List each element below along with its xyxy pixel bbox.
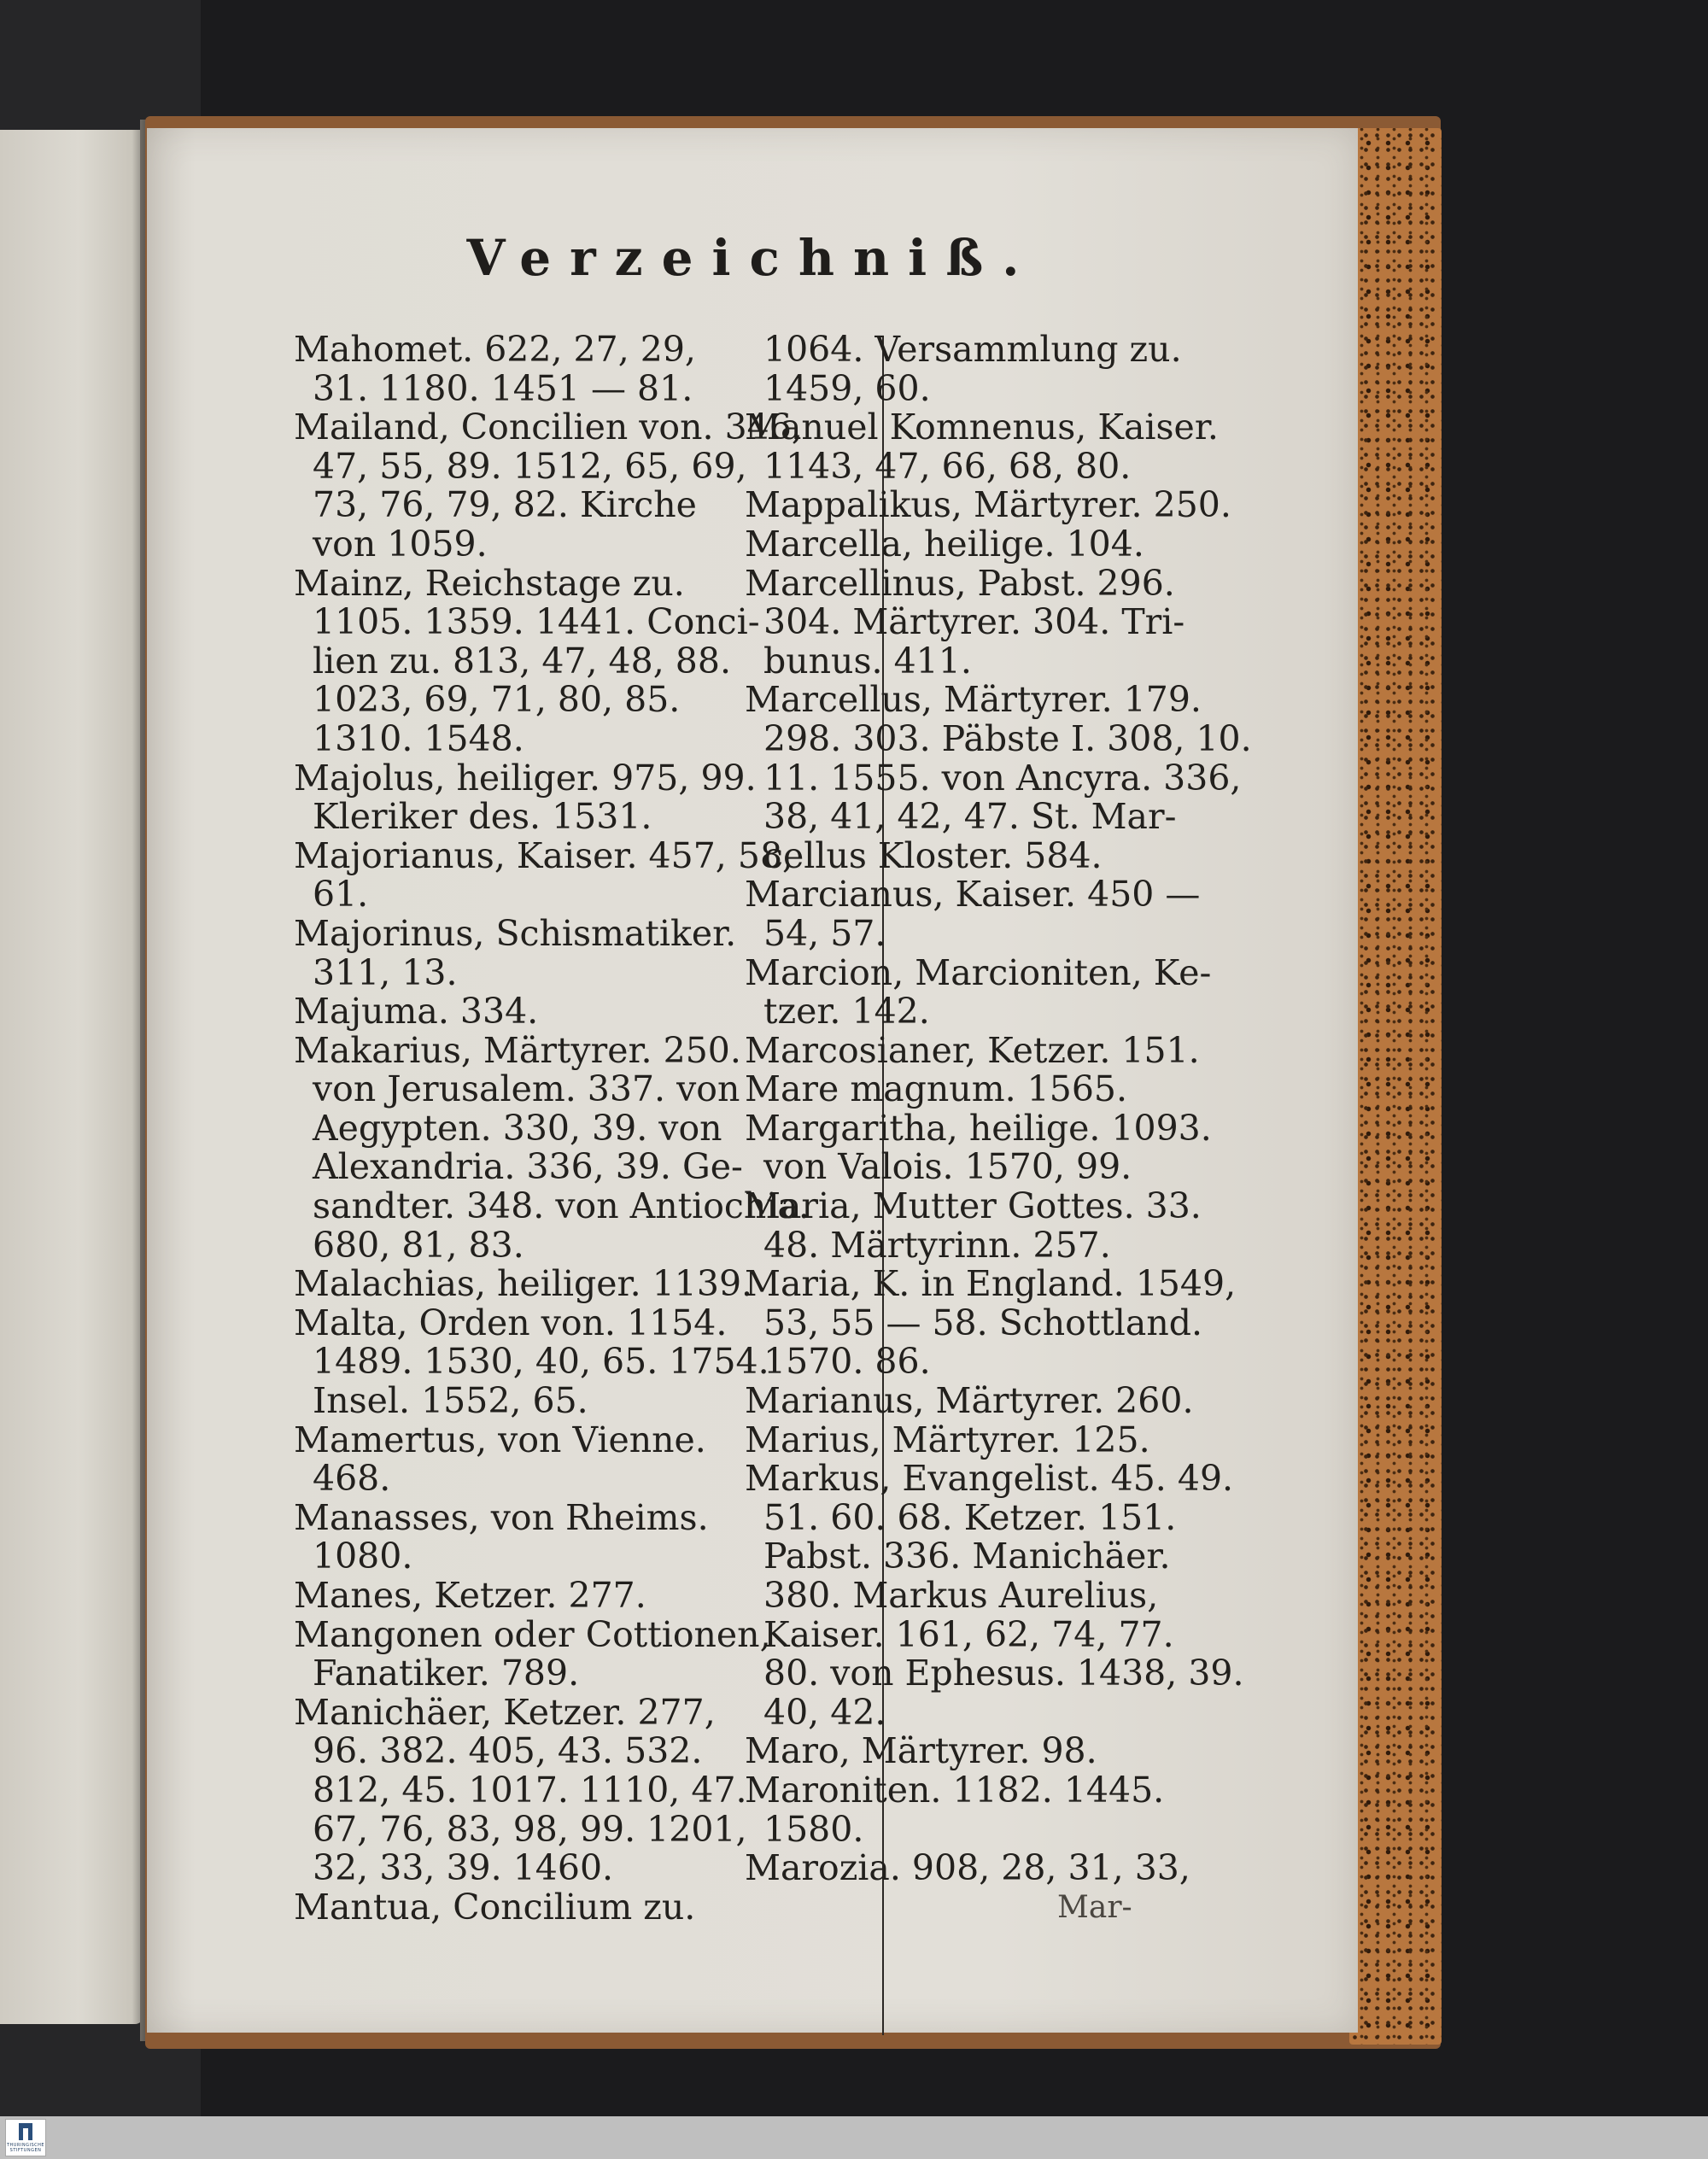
index-entry-line: Marcosianer, Ketzer. 151. [745,1029,1200,1071]
index-entry-line: 1023, 69, 71, 80, 85. [313,679,681,721]
index-entry-line: Marcella, heilige. 104. [745,523,1144,565]
index-entry-line: Aegypten. 330, 39. von [313,1107,722,1149]
index-entry-line: Mare magnum. 1565. [745,1068,1128,1110]
index-entry-line: 380. Markus Aurelius, [763,1575,1159,1616]
index-entry-line: lien zu. 813, 47, 48, 88. [313,640,731,682]
index-entry-line: Mamertus, von Vienne. [294,1419,706,1460]
index-entry-line: Margaritha, heilige. 1093. [745,1107,1212,1149]
index-entry-line: 1489. 1530, 40, 65. 1754. [313,1341,769,1383]
index-entry-line: 1580. [763,1808,864,1850]
logo-mark-icon [19,2123,32,2140]
index-entry-line: Manes, Ketzer. 277. [294,1575,646,1616]
index-entry-line: 468. [313,1458,391,1500]
page-title: Verzeichniß. [466,229,1038,287]
index-entry-line: 54, 57. [763,912,886,954]
index-entry-line: Majorianus, Kaiser. 457, 58, [294,834,794,876]
book-page [147,128,1358,2033]
institution-logo [5,2119,46,2156]
index-entry-line: Mailand, Concilien von. 346, [294,407,803,448]
index-entry-line: 31. 1180. 1451 — 81. [313,367,693,409]
index-entry-line: 812, 45. 1017. 1110, 47. [313,1769,747,1811]
index-entry-line: Marcellinus, Pabst. 296. [745,562,1175,604]
index-entry-line: Makarius, Märtyrer. 250. [294,1029,741,1071]
index-entry-line: Mantua, Concilium zu. [294,1886,696,1928]
index-entry-line: Fanatiker. 789. [313,1653,580,1694]
index-entry-line: Maria, K. in England. 1549, [745,1263,1237,1305]
index-entry-line: 304. Märtyrer. 304. Tri- [763,601,1185,643]
index-entry-line: Manichäer, Ketzer. 277, [294,1691,716,1733]
index-entry-line: 32, 33, 39. 1460. [313,1847,614,1889]
index-entry-line: Insel. 1552, 65. [313,1380,588,1422]
index-entry-line: Mappalikus, Märtyrer. 250. [745,484,1231,526]
index-entry-line: 38, 41, 42, 47. St. Mar- [763,796,1177,838]
index-entry-line: 1105. 1359. 1441. Conci- [313,601,760,643]
index-entry-line: 40, 42. [763,1691,886,1733]
speckled-page-edge [1349,128,1442,2045]
index-entry-line: Markus, Evangelist. 45. 49. [745,1458,1234,1500]
index-entry-line: 1143, 47, 66, 68, 80. [763,445,1132,487]
index-entry-line: Marcianus, Kaiser. 450 — [745,874,1201,916]
index-entry-line: 680, 81, 83. [313,1224,524,1266]
index-entry-line: 61. [313,874,369,916]
left-page-edge [0,130,143,2024]
index-entry-line: bunus. 411. [763,640,972,682]
index-entry-line: Pabst. 336. Manichäer. [763,1536,1171,1577]
index-entry-line: 80. von Ephesus. 1438, 39. [763,1653,1244,1694]
index-entry-line: Majolus, heiliger. 975, 99. [294,757,757,799]
index-entry-line: Maria, Mutter Gottes. 33. [745,1185,1202,1227]
index-entry-line: Malta, Orden von. 1154. [294,1302,728,1343]
index-entry-line: 1459, 60. [763,367,931,409]
index-entry-line: Marianus, Märtyrer. 260. [745,1380,1194,1422]
index-entry-line: Mahomet. 622, 27, 29, [294,329,696,370]
index-entry-line: 311, 13. [313,951,458,993]
index-entry-line: Malachias, heiliger. 1139. [294,1263,753,1305]
index-entry-line: 96. 382. 405, 43. 532. [313,1730,703,1772]
index-entry-line: Marcion, Marcioniten, Ke- [745,951,1212,993]
index-entry-line: 67, 76, 83, 98, 99. 1201, [313,1808,747,1850]
index-entry-line: 298. 303. Päbste I. 308, 10. [763,717,1252,759]
index-entry-line: 11. 1555. von Ancyra. 336, [763,757,1242,799]
index-entry-line: Kaiser. 161, 62, 74, 77. [763,1613,1174,1655]
index-entry-line: 47, 55, 89. 1512, 65, 69, [313,445,747,487]
index-entry-line: Alexandria. 336, 39. Ge- [313,1146,743,1188]
index-entry-line: Maroniten. 1182. 1445. [745,1769,1165,1811]
index-entry-line: 1310. 1548. [313,717,524,759]
index-entry-line: tzer. 142. [763,991,930,1033]
index-entry-line: 48. Märtyrinn. 257. [763,1224,1111,1266]
catchword: Mar- [1057,1890,1132,1925]
index-entry-line: sandter. 348. von Antiochia. [313,1185,810,1227]
index-entry-line: 1080. [313,1536,413,1577]
index-entry-line: 73, 76, 79, 82. Kirche [313,484,697,526]
index-entry-line: Mainz, Reichstage zu. [294,562,685,604]
index-entry-line: Majuma. 334. [294,991,539,1033]
index-entry-line: 51. 60. 68. Ketzer. 151. [763,1496,1177,1538]
index-entry-line: von 1059. [313,523,488,565]
index-column-right [745,331,1334,1888]
logo-text: THÜRINGISCHE STIFTUNGEN [6,2143,45,2153]
index-entry-line: Mangonen oder Cottionen, [294,1613,771,1655]
viewer-footer-bar [0,2116,1708,2159]
index-entry-line: Manuel Komnenus, Kaiser. [745,407,1219,448]
index-entry-line: 53, 55 — 58. Schottland. [763,1302,1203,1343]
index-entry-line: 1570. 86. [763,1341,931,1383]
index-entry-line: Marius, Märtyrer. 125. [745,1419,1150,1460]
index-entry-line: von Jerusalem. 337. von [313,1068,740,1110]
index-entry-line: Kleriker des. 1531. [313,796,652,838]
index-entry-line: cellus Kloster. 584. [763,834,1103,876]
index-entry-line: Maro, Märtyrer. 98. [745,1730,1097,1772]
index-entry-line: Manasses, von Rheims. [294,1496,709,1538]
index-entry-line: Marozia. 908, 28, 31, 33, [745,1847,1190,1889]
index-entry-line: 1064. Versammlung zu. [763,329,1182,370]
index-entry-line: von Valois. 1570, 99. [763,1146,1132,1188]
index-entry-line: Majorinus, Schismatiker. [294,912,737,954]
index-entry-line: Marcellus, Märtyrer. 179. [745,679,1202,721]
